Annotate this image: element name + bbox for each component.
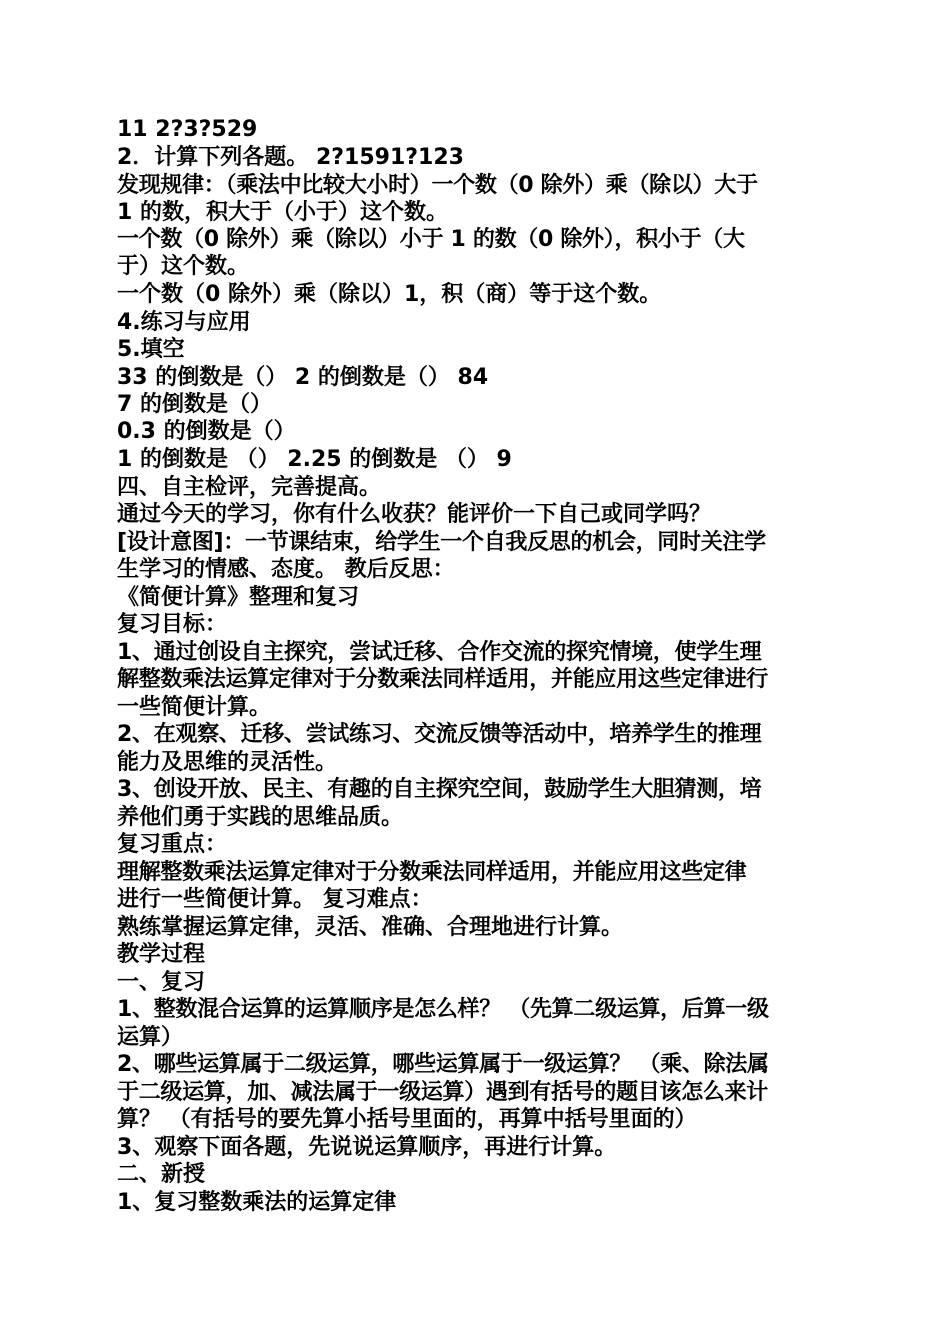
text-line: 进行一些简便计算。 复习难点： (117, 887, 433, 912)
text-line: 一些简便计算。 (117, 695, 272, 720)
text-line: 《简便计算》整理和复习 (117, 585, 360, 610)
text-line: 1、通过创设自主探究，尝试迁移、合作交流的探究情境，使学生理 (117, 640, 762, 665)
text-line: 养他们勇于实践的思维品质。 (117, 805, 404, 830)
text-line: 生学习的情感、态度。 教后反思： (117, 557, 455, 582)
text-line: 2．计算下列各题。 2?1591?123 (117, 145, 464, 170)
text-line: 2、哪些运算属于二级运算，哪些运算属于一级运算？ （乘、除法属 (117, 1052, 769, 1077)
text-line: 4.练习与应用 (117, 310, 251, 335)
text-line: 一、复习 (117, 970, 206, 995)
text-line: 于）这个数。 (117, 254, 250, 279)
text-line: 3、观察下面各题，先说说运算顺序，再进行计算。 (117, 1135, 617, 1160)
text-line: 5.填空 (117, 337, 185, 362)
text-line: 1、复习整数乘法的运算定律 (117, 1190, 397, 1215)
text-line: 教学过程 (117, 942, 206, 967)
text-line: 二、新授 (117, 1162, 206, 1187)
text-line: 于二级运算，加、减法属于一级运算）遇到有括号的题目该怎么来计 (117, 1080, 769, 1105)
text-line: 一个数（0 除外）乘（除以）小于 1 的数（0 除外），积小于（大 (117, 227, 745, 252)
text-line: 一个数（0 除外）乘（除以）1，积（商）等于这个数。 (117, 282, 662, 307)
text-line: 33 的倒数是（） 2 的倒数是（） 84 (117, 365, 489, 390)
text-line: 发现规律：（乘法中比较大小时）一个数（0 除外）乘（除以）大于 (117, 173, 758, 198)
text-line: 0.3 的倒数是（） (117, 419, 296, 444)
text-line: 11 2?3?529 (117, 117, 258, 142)
text-line: 理解整数乘法运算定律对于分数乘法同样适用，并能应用这些定律 (117, 860, 747, 885)
text-line: 熟练掌握运算定律，灵活、准确、合理地进行计算。 (117, 915, 624, 940)
text-line: 复习目标： (117, 612, 228, 637)
text-line: 解整数乘法运算定律对于分数乘法同样适用，并能应用这些定律进行 (117, 667, 769, 692)
text-line: 1 的倒数是 （） 2.25 的倒数是 （） 9 (117, 447, 512, 472)
text-line: 1、整数混合运算的运算顺序是怎么样？ （先算二级运算，后算一级 (117, 997, 769, 1022)
text-line: 3、创设开放、民主、有趣的自主探究空间，鼓励学生大胆猜测，培 (117, 777, 762, 802)
text-line: 复习重点： (117, 832, 228, 857)
text-line: 1 的数，积大于（小于）这个数。 (117, 200, 448, 225)
text-line: 2、在观察、迁移、尝试练习、交流反馈等活动中，培养学生的推理 (117, 722, 762, 747)
text-line: 能力及思维的灵活性。 (117, 750, 338, 775)
text-line: [设计意图]：一节课结束，给学生一个自我反思的机会，同时关注学 (117, 530, 766, 555)
text-line: 7 的倒数是（） (117, 392, 272, 417)
text-line: 运算） (117, 1025, 184, 1050)
text-line: 四、自主检评，完善提高。 (117, 475, 382, 500)
text-line: 算？ （有括号的要先算小括号里面的，再算中括号里面的） (117, 1107, 697, 1132)
text-line: 通过今天的学习，你有什么收获？能评价一下自己或同学吗？ (117, 502, 712, 527)
